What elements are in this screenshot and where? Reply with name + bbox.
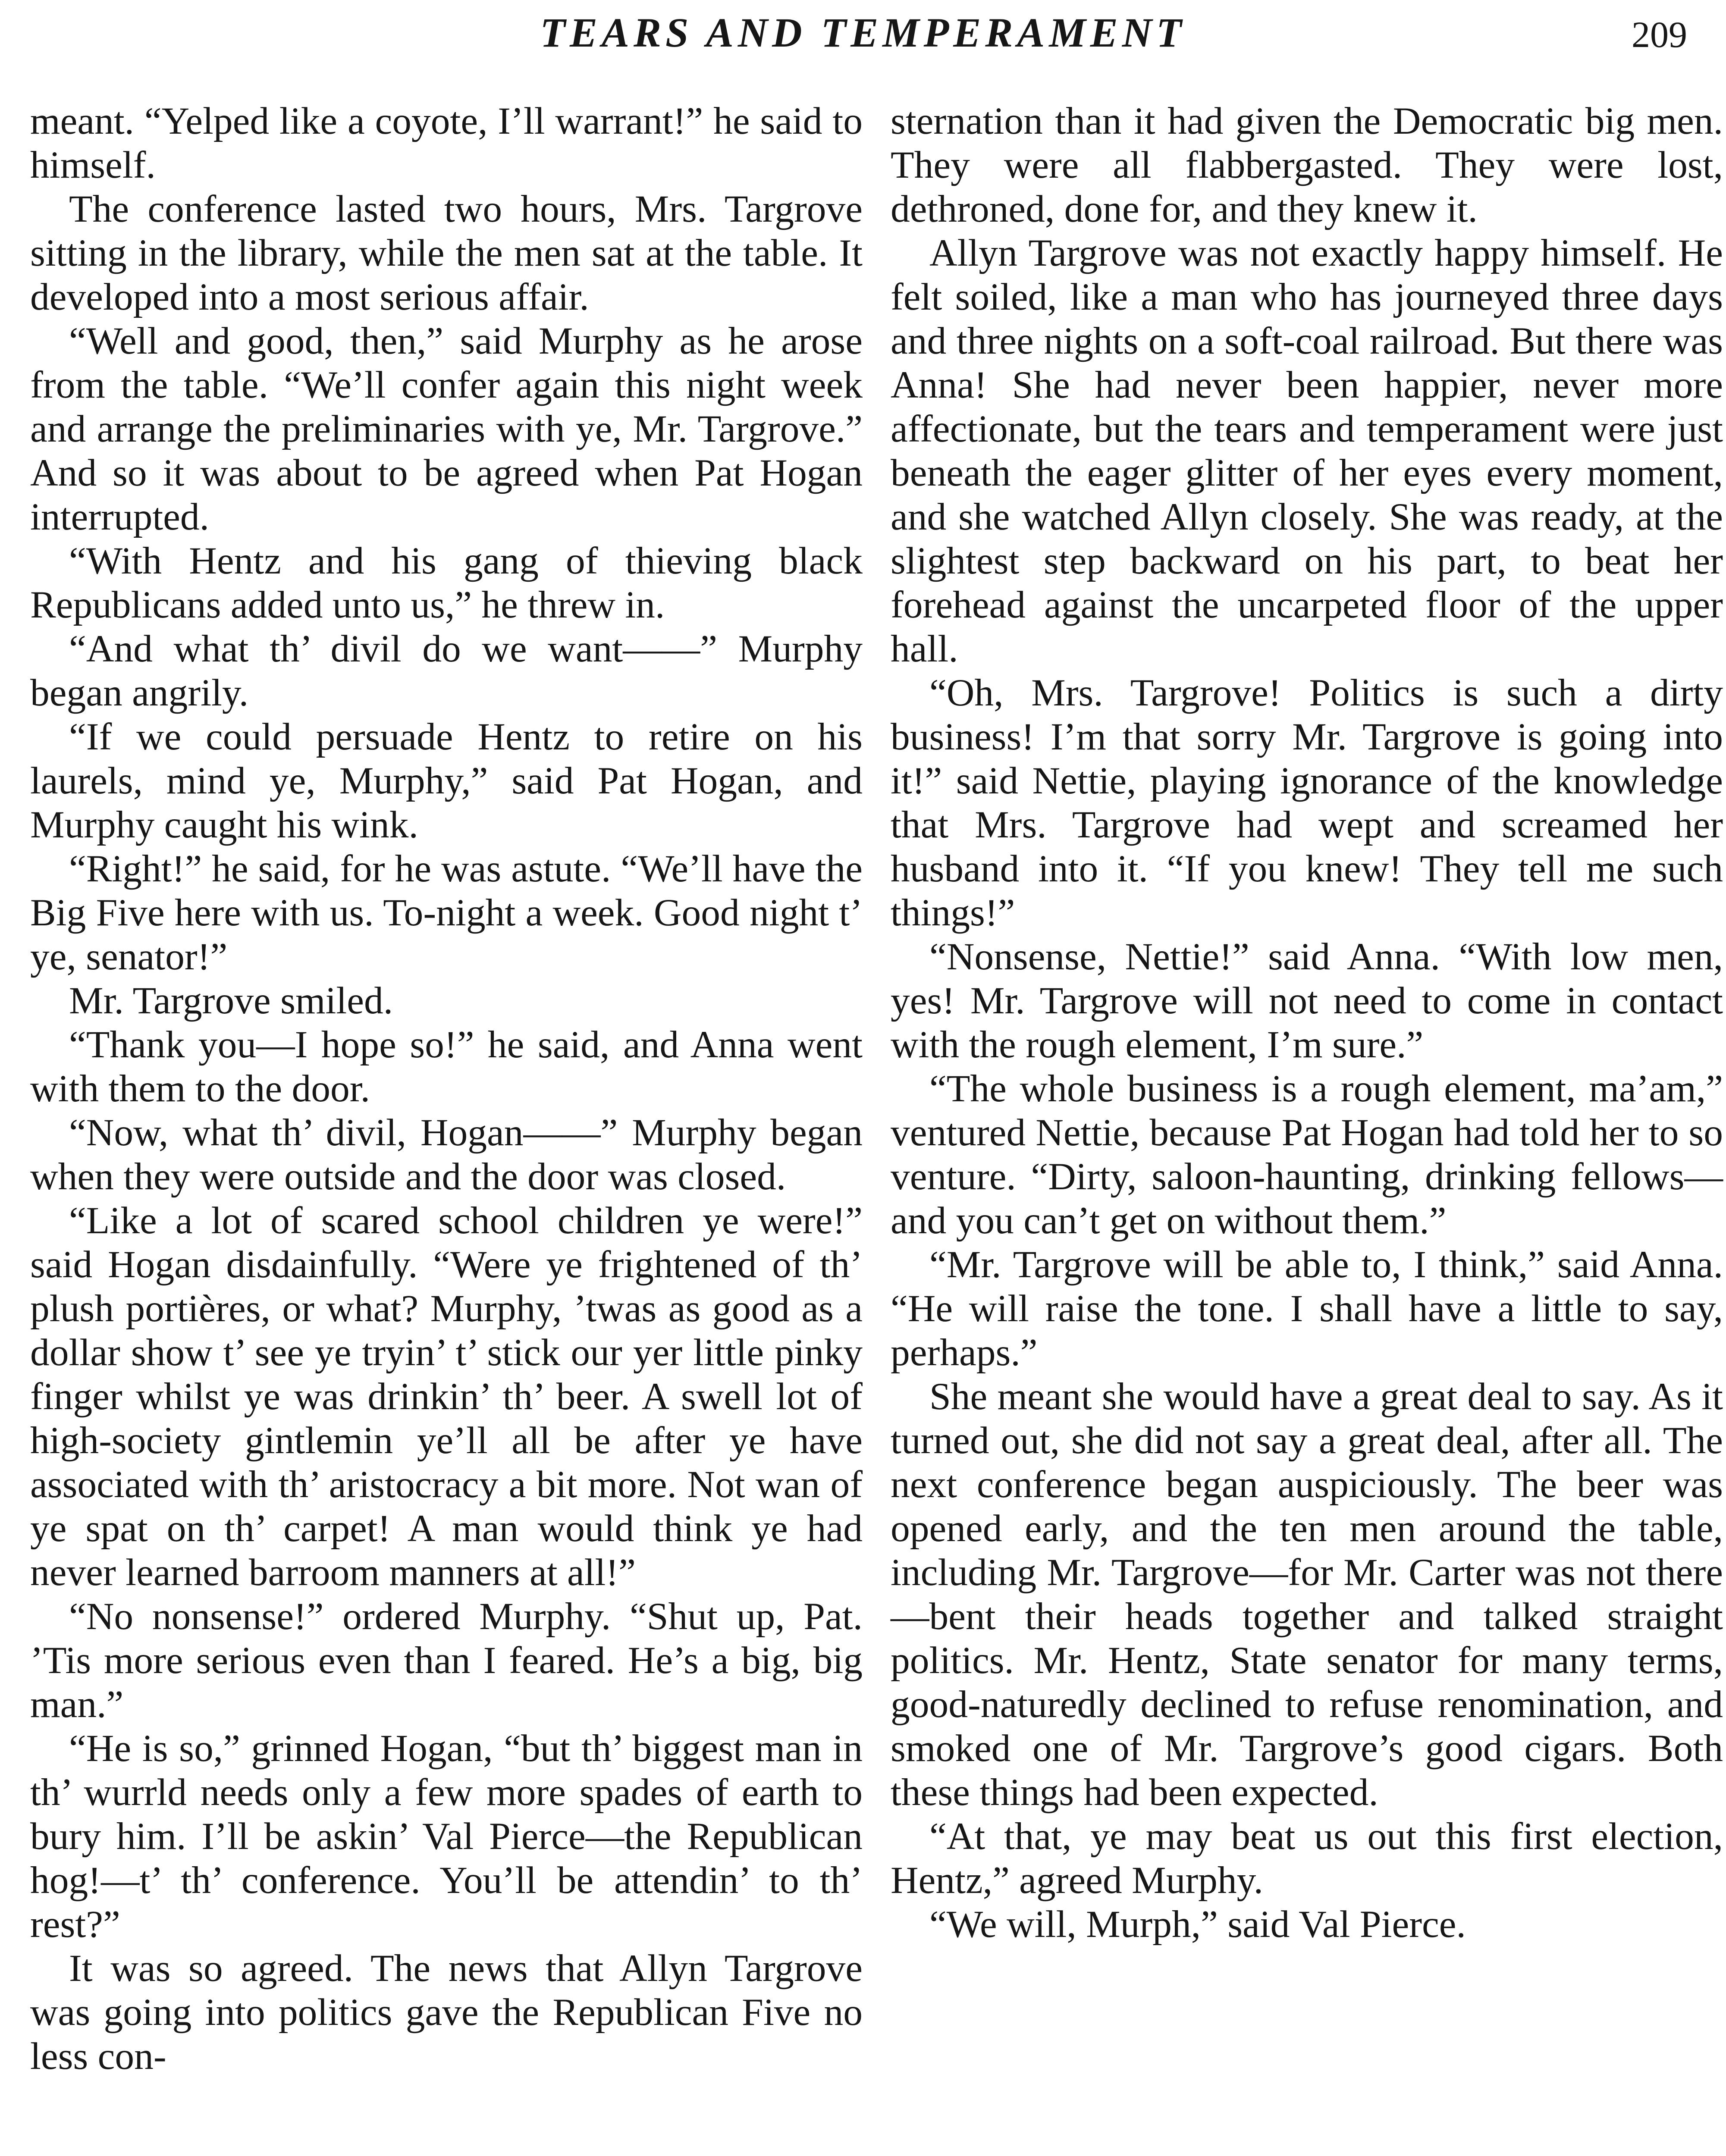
paragraph: “And what th’ divil do we want——” Murphy began angrily. xyxy=(30,627,863,714)
paragraph: “Right!” he said, for he was astute. “We’ll have the Big Five here with us. To-night a week. Good night t’ ye, senator!” xyxy=(30,847,863,978)
paragraph: “Well and good, then,” said Murphy as he arose from the table. “We’ll confer again this night week and arrange the preliminaries with ye, Mr. Targrove.” And so it was about to be agreed when Pat Hogan interrupted. xyxy=(30,320,863,538)
paragraph: meant. “Yelped like a coyote, I’ll warrant!” he said to himself. xyxy=(30,100,863,186)
paragraph: “No nonsense!” ordered Murphy. “Shut up, Pat. ’Tis more serious even than I feared. He’s a big, big man.” xyxy=(30,1595,863,1726)
paragraph: Mr. Targrove smiled. xyxy=(69,979,393,1022)
paragraph: “Like a lot of scared school children ye were!” said Hogan disdainfully. “Were ye frightened of th’ plush portières, or what? Murphy, ’twas as good as a dollar show t’ see ye tryin’ t’ stick our yer little pinky finger whilst ye was drinkin’ th’ beer. A swell lot of high-society gintlemin ye’ll all be after ye have associated with th’ aristocracy a bit more. Not wan of ye spat on th’ carpet! A man would think ye had never learned barroom manners at all!” xyxy=(30,1199,863,1594)
paragraph: She meant she would have a great deal to say. As it turned out, she did not say a great deal, after all. The next conference began auspiciously. The beer was opened early, and the ten men around the table, including Mr. Targrove—for Mr. Carter was not there—bent their heads together and talked straight politics. Mr. Hentz, State senator for many terms, good-naturedly declined to refuse renomination, and smoked one of Mr. Targrove’s good cigars. Both these things had been expected. xyxy=(891,1375,1723,1814)
paragraph: The conference lasted two hours, Mrs. Targrove sitting in the library, while the men sat at the table. It developed into a most serious affair. xyxy=(30,188,863,318)
running-title: TEARS AND TEMPERAMENT xyxy=(540,9,1186,56)
paragraph: “Now, what th’ divil, Hogan——” Murphy began when they were outside and the door was closed. xyxy=(30,1111,863,1198)
right-column xyxy=(891,99,1723,1946)
paragraph: It was so agreed. The news that Allyn Targrove was going into politics gave the Republican Five no less con- xyxy=(30,1947,863,2078)
paragraph: “With Hentz and his gang of thieving black Republicans added unto us,” he threw in. xyxy=(30,539,863,626)
paragraph: “Mr. Targrove will be able to, I think,” said Anna. “He will raise the tone. I shall have a little to say, perhaps.” xyxy=(891,1243,1723,1374)
paragraph: “Oh, Mrs. Targrove! Politics is such a dirty business! I’m that sorry Mr. Targrove is going into it!” said Nettie, playing ignorance of the knowledge that Mrs. Targrove had wept and screamed her husband into it. “If you knew! They tell me such things!” xyxy=(891,671,1723,934)
paragraph: “Thank you—I hope so!” he said, and Anna went with them to the door. xyxy=(30,1023,863,1110)
paragraph: “He is so,” grinned Hogan, “but th’ biggest man in th’ wurrld needs only a few more spades of earth to bury him. I’ll be askin’ Val Pierce—the Republican hog!—t’ th’ conference. You’ll be attendin’ to th’ rest?” xyxy=(30,1727,863,1946)
paragraph: “We will, Murph,” said Val Pierce. xyxy=(929,1903,1466,1946)
paragraph: sternation than it had given the Democratic big men. They were all flabbergasted. They were lost, dethroned, done for, and they knew it. xyxy=(891,100,1723,230)
paragraph: “The whole business is a rough element, ma’am,” ventured Nettie, because Pat Hogan had told her to so venture. “Dirty, saloon-haunting, drinking fellows—and you can’t get on without them.” xyxy=(891,1067,1723,1242)
paragraph: “If we could persuade Hentz to retire on his laurels, mind ye, Murphy,” said Pat Hogan, and Murphy caught his wink. xyxy=(30,715,863,846)
page-number: 209 xyxy=(1632,14,1687,55)
paragraph: “Nonsense, Nettie!” said Anna. “With low men, yes! Mr. Targrove will not need to come in contact with the rough element, I’m sure.” xyxy=(891,935,1723,1066)
left-column xyxy=(30,99,863,2078)
paragraph: “At that, ye may beat us out this first election, Hentz,” agreed Murphy. xyxy=(891,1815,1723,1902)
paragraph: Allyn Targrove was not exactly happy himself. He felt soiled, like a man who has journeyed three days and three nights on a soft-coal railroad. But there was Anna! She had never been happier, never more affectionate, but the tears and temperament were just beneath the eager glitter of her eyes every moment, and she watched Allyn closely. She was ready, at the slightest step backward on his part, to beat her forehead against the uncarpeted floor of the upper hall. xyxy=(891,232,1723,670)
